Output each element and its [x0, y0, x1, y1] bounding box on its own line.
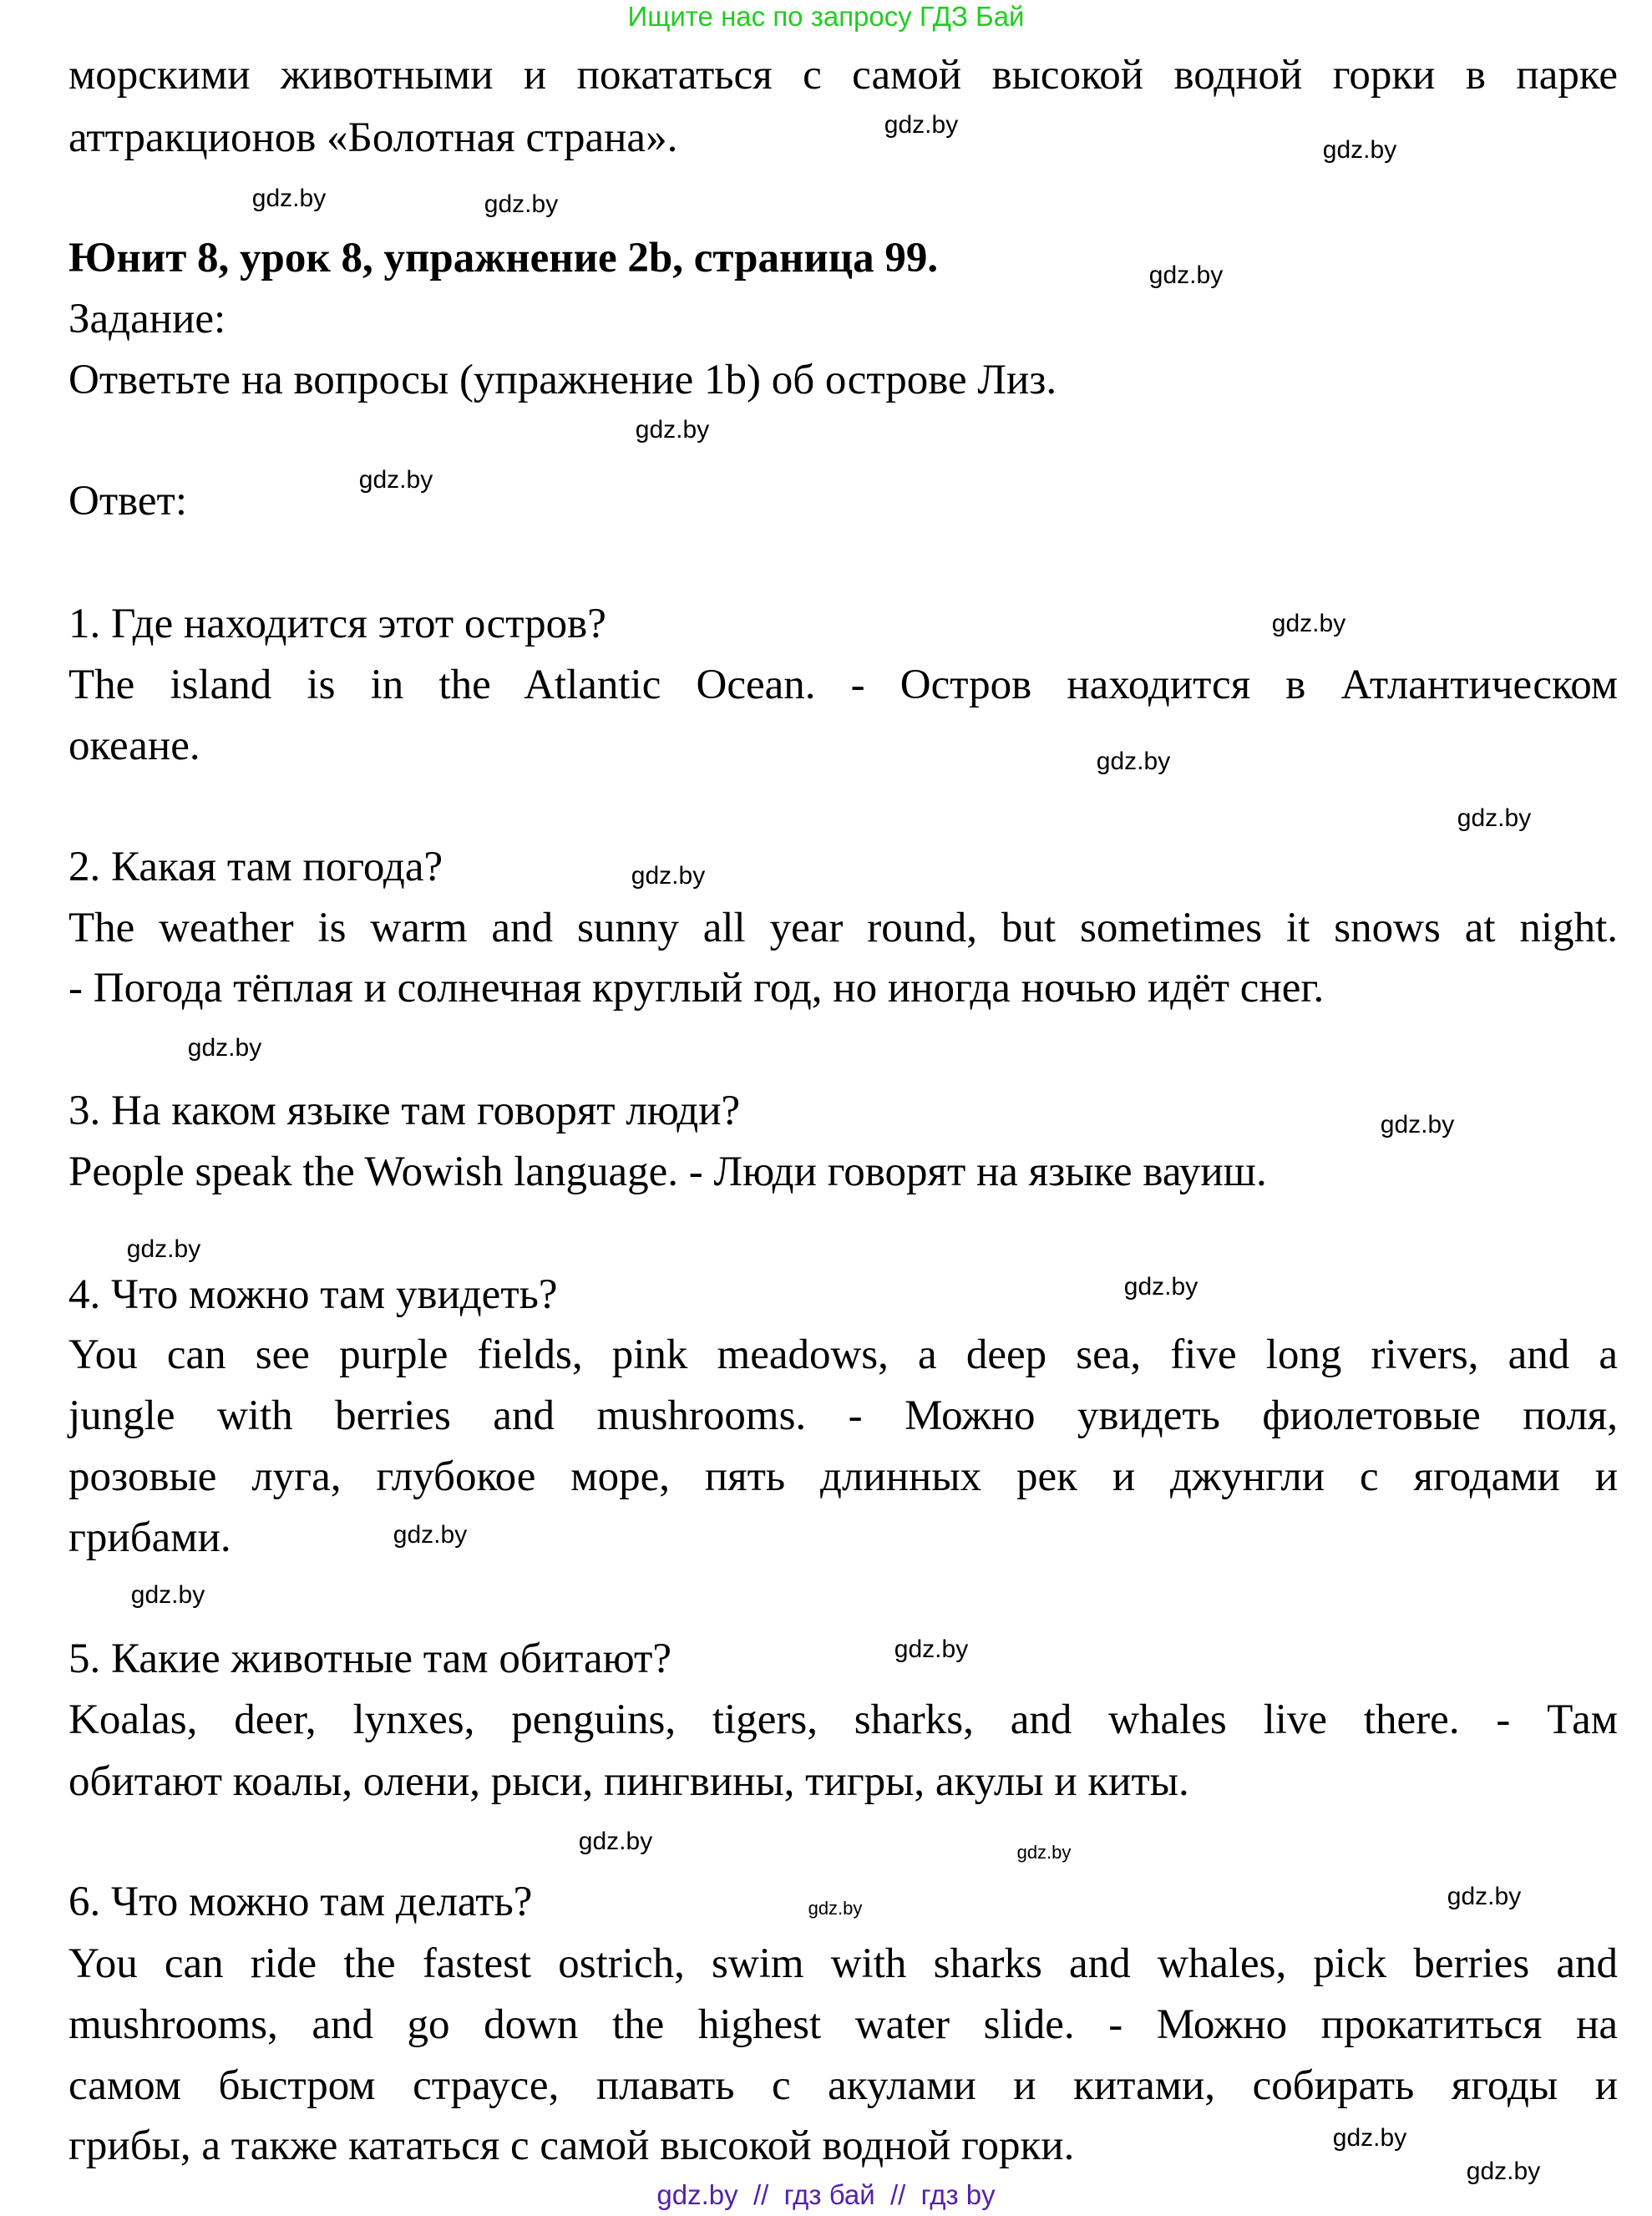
watermark: gdz.by [1096, 748, 1171, 775]
answer-line: jungle with berries and mushrooms. - Можно увидеть фиолетовые поля, [68, 1392, 1618, 1439]
answer-line: грибы, а также кататься с самой высокой водной горки. [68, 2122, 1075, 2169]
watermark: gdz.by [884, 111, 959, 139]
answer-line: грибами. [68, 1514, 231, 1561]
watermark: gdz.by [1148, 261, 1224, 289]
watermark: gdz.by [1271, 610, 1346, 637]
answer-line: The island is in the Atlantic Ocean. - Остров находится в Атлантическом [68, 662, 1618, 708]
answer-line: You can see purple fields, pink meadows, a deep sea, five long rivers, and a [68, 1331, 1618, 1378]
watermark: gdz.by [631, 862, 706, 890]
exercise-heading: Юнит 8, урок 8, упражнение 2b, страница 99. [68, 235, 939, 281]
answer-line: океане. [68, 723, 200, 769]
task-label: Задание: [68, 296, 226, 342]
intro-line: морскими животными и покататься с самой высокой водной горки в парке [68, 52, 1618, 99]
answer-line: Koalas, deer, lynxes, penguins, tigers, sharks, and whales live there. - Там [68, 1696, 1618, 1743]
question: 4. Что можно там увидеть? [68, 1271, 558, 1318]
question: 1. Где находится этот остров? [68, 601, 606, 647]
watermark: gdz.by [635, 416, 710, 444]
question: 2. Какая там погода? [68, 844, 443, 890]
watermark: gdz.by [808, 1898, 863, 1919]
answer-line: самом быстром страусе, плавать с акулами и китами, собирать ягоды и [68, 2062, 1618, 2109]
watermark: gdz.by [1466, 2158, 1541, 2185]
watermark: gdz.by [1380, 1111, 1455, 1138]
intro-line: аттракционов «Болотная страна». [68, 114, 678, 161]
watermark: gdz.by [894, 1635, 969, 1663]
watermark: gdz.by [126, 1235, 201, 1263]
answer-line: The weather is warm and sunny all year round, but sometimes it snows at night. [68, 905, 1618, 951]
watermark: gdz.by [578, 1828, 653, 1855]
watermark: gdz.by [187, 1034, 262, 1062]
answer-line: розовые луга, глубокое море, пять длинных рек и джунгли с ягодами и [68, 1453, 1618, 1500]
answer-line: People speak the Wowish language. - Люди говорят на языке вауиш. [68, 1149, 1267, 1195]
watermark: gdz.by [1016, 1842, 1072, 1863]
watermark: gdz.by [393, 1521, 468, 1549]
watermark: gdz.by [1123, 1273, 1198, 1301]
watermark: gdz.by [1447, 1883, 1522, 1910]
answer-line: - Погода тёплая и солнечная круглый год, но иногда ночью идёт снег. [68, 965, 1325, 1012]
answer-label: Ответ: [68, 478, 187, 525]
answer-line: You can ride the fastest ostrich, swim with sharks and whales, pick berries and [68, 1940, 1618, 1987]
answer-line: mushrooms, and go down the highest water slide. - Можно прокатиться на [68, 2001, 1618, 2048]
question: 3. На каком языке там говорят люди? [68, 1088, 741, 1134]
watermark: gdz.by [1457, 804, 1532, 832]
watermark: gdz.by [1332, 2124, 1407, 2152]
watermark: gdz.by [130, 1581, 205, 1609]
watermark: gdz.by [484, 190, 559, 218]
watermark: gdz.by [1322, 136, 1397, 164]
answer-line: обитают коалы, олени, рыси, пингвины, тигры, акулы и киты. [68, 1758, 1189, 1805]
watermark: gdz.by [251, 185, 327, 212]
watermark: gdz.by [358, 466, 433, 494]
question: 5. Какие животные там обитают? [68, 1635, 671, 1682]
task-text: Ответьте на вопросы (упражнение 1b) об острове Лиз. [68, 357, 1057, 403]
footer-links[interactable]: gdz.by // гдз бай // гдз by [656, 2179, 996, 2210]
question: 6. Что можно там делать? [68, 1879, 533, 1925]
search-banner: Ищите нас по запросу ГДЗ Бай [627, 1, 1025, 32]
